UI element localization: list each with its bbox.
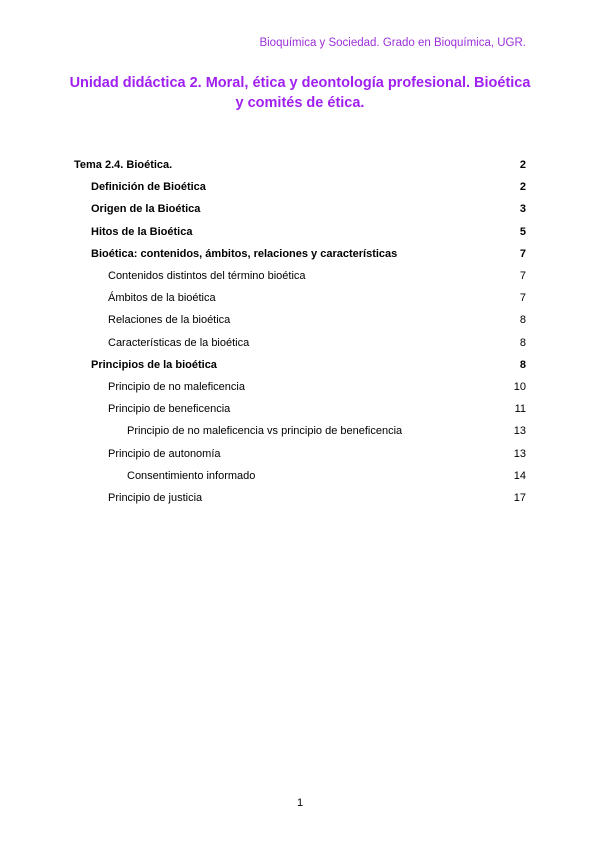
toc-entry-page: 7: [519, 292, 526, 305]
toc-entry-label: Características de la bioética: [108, 336, 250, 349]
toc-entry-label: Consentimiento informado: [127, 469, 256, 482]
toc-entry-label: Principio de no maleficencia: [108, 380, 245, 393]
toc-entry-label: Relaciones de la bioética: [108, 314, 231, 327]
toc-entry-page: 8: [519, 336, 526, 349]
toc-entry[interactable]: [74, 442, 526, 464]
toc-entry-page: 8: [519, 314, 526, 327]
toc-entry[interactable]: [74, 309, 526, 331]
toc-entry-label: Bioética: contenidos, ámbitos, relaciones y características: [91, 247, 398, 260]
toc-entry-page: 10: [513, 380, 526, 393]
toc-entry-label: Principios de la bioética: [91, 358, 217, 371]
toc-entry-label: Ámbitos de la bioética: [108, 292, 216, 305]
toc-entry-label: Hitos de la Bioética: [91, 225, 193, 238]
toc-entry-page: 13: [513, 425, 526, 438]
toc-entry-label: Principio de beneficencia: [108, 403, 231, 416]
document-title-line-2: y comités de ética.: [235, 95, 365, 111]
toc-entry[interactable]: [74, 265, 526, 287]
toc-entry-page: 2: [519, 159, 526, 172]
toc-entry-page: 2: [519, 181, 526, 194]
running-header: Bioquímica y Sociedad. Grado en Bioquímica, UGR.: [259, 37, 526, 49]
toc-entry-page: 5: [519, 225, 526, 238]
toc-entry[interactable]: [74, 221, 526, 243]
toc-entry-label: Contenidos distintos del término bioética: [108, 270, 306, 283]
document-title-line-1: Unidad didáctica 2. Moral, ética y deontología profesional. Bioética: [69, 75, 531, 91]
toc-entry-label: Tema 2.4. Bioética.: [74, 159, 173, 172]
document-title: [60, 73, 540, 113]
toc-entry-label: Definición de Bioética: [91, 181, 206, 194]
toc-entry-page: 17: [513, 491, 526, 504]
toc-entry-page: 3: [519, 203, 526, 216]
toc-entry-page: 7: [519, 270, 526, 283]
toc-entry[interactable]: [74, 154, 526, 176]
toc-entry[interactable]: [74, 198, 526, 220]
page-number: 1: [296, 797, 304, 809]
toc-entry[interactable]: [74, 287, 526, 309]
toc-entry[interactable]: [74, 332, 526, 354]
toc-entry[interactable]: [74, 465, 526, 487]
toc-entry-label: Principio de justicia: [108, 491, 203, 504]
toc-entry[interactable]: [74, 487, 526, 509]
toc-entry-label: Principio de autonomía: [108, 447, 221, 460]
toc-entry-page: 11: [514, 403, 526, 416]
toc-entry[interactable]: [74, 376, 526, 398]
table-of-contents: [74, 154, 526, 509]
toc-entry-label: Principio de no maleficencia vs principio de beneficencia: [127, 425, 403, 438]
toc-entry-page: 14: [513, 469, 526, 482]
toc-entry-label: Origen de la Bioética: [91, 203, 201, 216]
toc-entry-page: 13: [513, 447, 526, 460]
toc-entry[interactable]: [74, 176, 526, 198]
toc-entry-page: 8: [519, 358, 526, 371]
toc-entry[interactable]: [74, 243, 526, 265]
toc-entry[interactable]: [74, 398, 526, 420]
toc-entry-page: 7: [519, 247, 526, 260]
toc-entry[interactable]: [74, 420, 526, 442]
toc-entry[interactable]: [74, 354, 526, 376]
